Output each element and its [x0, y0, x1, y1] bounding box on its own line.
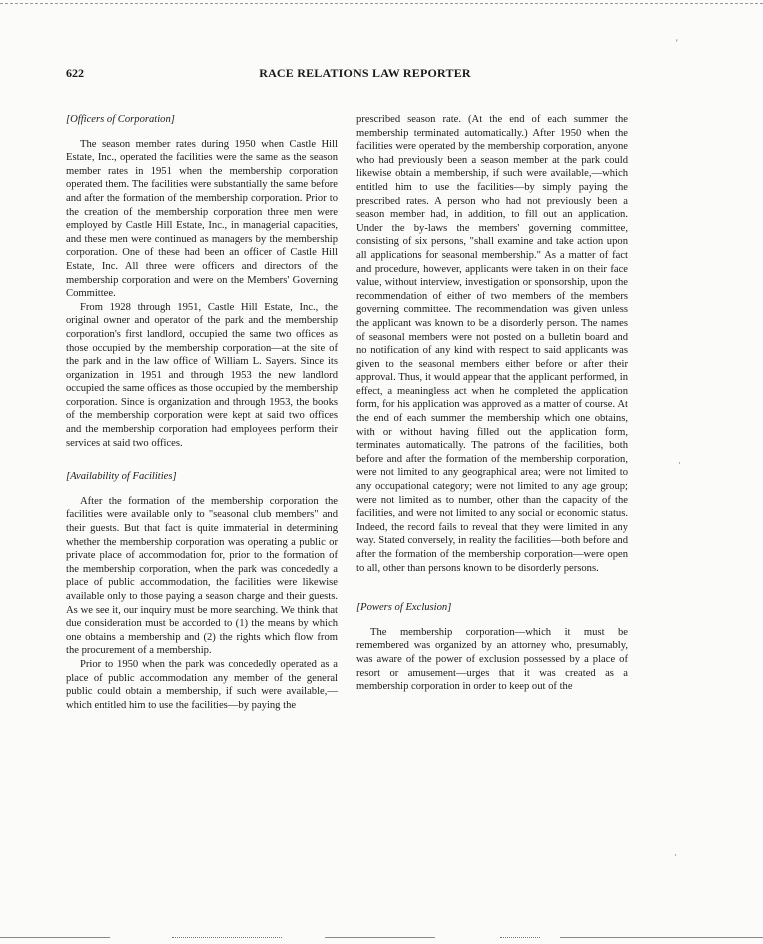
scan-speck: · [678, 458, 681, 468]
bottom-scan-rule [325, 937, 435, 938]
paragraph: The membership corporation—which it must be remembered was organized by an attorney who, presumably, was aware of the power of exclusion possessed by a place of resort or amusement—urges that it was created as a membership corporation in order to keep out of the [356, 626, 628, 693]
scan-speck: · [674, 850, 677, 860]
left-column [66, 113, 338, 712]
bottom-scan-rule [0, 937, 110, 938]
top-dashed-rule [0, 3, 763, 4]
paragraph: From 1928 through 1951, Castle Hill Estate, Inc., the original owner and operator of the park and the membership corporation's first landlord, occupied the same two offices as those occupied by the membership corporation—at the site of the park and in the law office of William L. Sayers. Since its organization in 1951 and through 1953 the new landlord occupied the same offices as those occupied by the membership corporation. Since is organization and through 1953, the books of the membership corporation were kept at said two offices and the membership corporation had employees perform their services at said two offices. [66, 301, 338, 449]
right-column [356, 113, 628, 694]
bottom-scan-rule [560, 937, 763, 938]
paragraph: prescribed season rate. (At the end of each summer the membership terminated automatically.) After 1950 when the facilities were operated by the membership corporation, anyone who had previously been a season member at the park could likewise obtain a membership, if such were available,—which entitled him to use the facilities—by simply paying the prescribed rates. A person who had not previously been a season member had, in addition, to fill out an application. Under the by-laws the members' governing committee, consisting of six persons, "shall examine and take action upon all applications for seasonal membership." As a matter of fact and procedure, however, applicants were taken in on their face value, without interview, investigation or sponsorship, upon the recommendation of either of two members of the members governing committee. The recommendation was given unless the applicant was known to be a disorderly person. The names of seasonal members were not posted on a bulletin board and no notification of any kind with respect to said applicants was given to the seasonal members either before or after their approval. Thus, it would appear that the applicant performed, in effect, a meaningless act when he completed the application form, for his application was approved as a matter of course. At the end of each summer the membership which one obtains, with or without having filled out the application form, terminates automatically. The patrons of the facilities, both before and after the formation of the membership corporation, were not limited to any geographical area; were not limited to any occupational category; were not limited to any age group; were not limited as to number, other than the capacity of the facilities, and were not limited to any social or economic status. Indeed, the record fails to reveal that they were limited in any way. Stated conversely, in reality the facilities—both before and after the formation of the membership corporation—were open to all, other than persons known to be disorderly persons. [356, 114, 628, 574]
paragraph: After the formation of the membership corporation the facilities were available only to "seasonal club members" and their guests. But that fact is quite immaterial in determining whether the membership corporation was operating a public or private place of accommodation for, prior to the formation of the membership corporation, when the park was concededly a place of public accommodation, the facilities were likewise available only to those paying a season charge and their guests. As we see it, our inquiry must be more searching. We think that due consideration must be accorded to (1) the means by which one obtains a membership and (2) the rights which flow from the procurement of a membership. [66, 495, 338, 657]
bottom-scan-rule [500, 937, 540, 938]
section-heading-officers: [Officers of Corporation] [66, 114, 175, 125]
page-number: 622 [66, 66, 84, 80]
paragraph: The season member rates during 1950 when Castle Hill Estate, Inc., operated the facilities were the same as the season member rates in 1951 when the membership corporation operated them. The facilities were substantially the same before and after the formation of the membership corporation. Prior to the creation of the membership corporation three men were employed by Castle Hill Estate, Inc., in managerial capacities, and these men were continued as managers by the membership corporation. One of these had been an officer of Castle Hill Estate, Inc. All three were officers and directors of the membership corporation and were on the Members' Governing Committee. [66, 138, 338, 300]
paragraph: Prior to 1950 when the park was concededly operated as a place of public accommodation any member of the general public could obtain a membership, if such were available,—which entitled him to use the facilities—by paying the [66, 658, 338, 711]
bottom-scan-rule [172, 937, 282, 938]
running-head: RACE RELATIONS LAW REPORTER [259, 66, 471, 80]
section-heading-powers: [Powers of Exclusion] [356, 602, 452, 614]
scan-speck: ' [676, 38, 678, 48]
page-header [66, 66, 664, 82]
section-heading-availability: [Availability of Facilities] [66, 471, 177, 483]
